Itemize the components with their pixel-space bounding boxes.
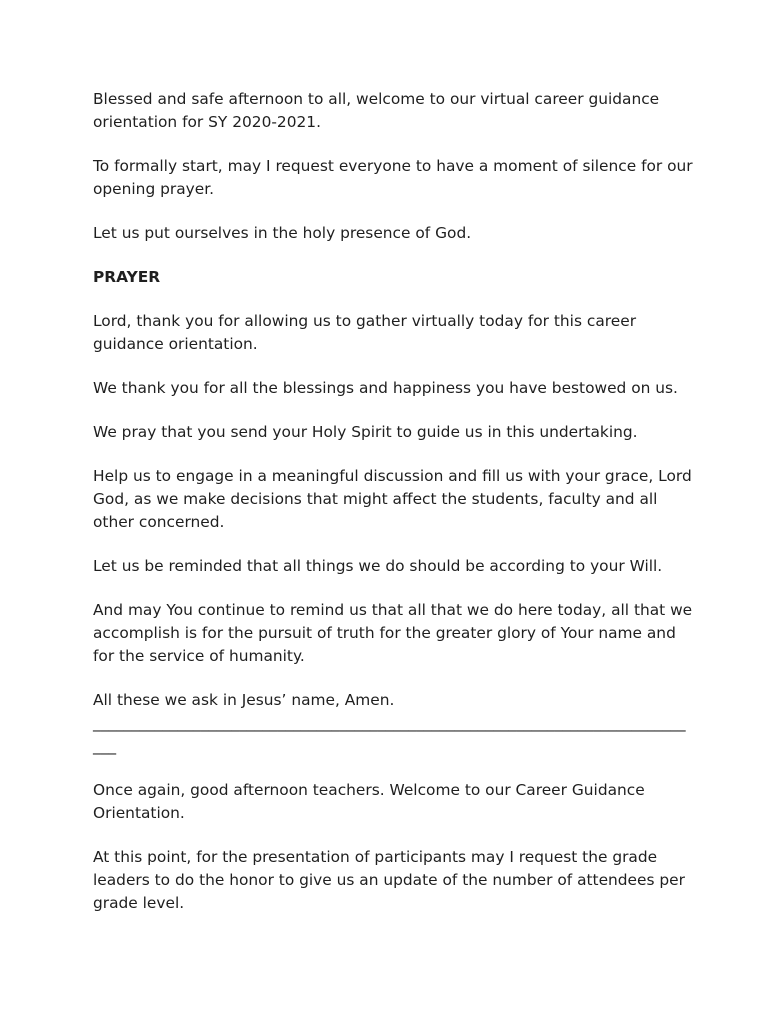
prayer-paragraph: Help us to engage in a meaningful discussion and fill us with your grace, Lord God, as we make decisions that might affect the students, faculty and all other concerned.	[93, 467, 692, 531]
prayer-paragraph: Lord, thank you for allowing us to gather virtually today for this career guidance orientation.	[93, 312, 637, 353]
prayer-paragraph: We pray that you send your Holy Spirit to guide us in this undertaking.	[93, 423, 638, 441]
presence-paragraph: Let us put ourselves in the holy presence of God.	[93, 224, 472, 242]
separator-line: ________________________________________________________________________________	[93, 714, 686, 755]
prayer-heading: PRAYER	[93, 268, 161, 286]
prayer-paragraph: We thank you for all the blessings and happiness you have bestowed on us.	[93, 379, 678, 397]
greeting-paragraph: Once again, good afternoon teachers. Welcome to our Career Guidance Orientation.	[93, 781, 645, 822]
document-page	[93, 88, 693, 936]
amen-paragraph: All these we ask in Jesus’ name, Amen.	[93, 691, 395, 709]
silence-request-paragraph: To formally start, may I request everyone to have a moment of silence for our opening prayer.	[93, 157, 693, 198]
welcome-paragraph: Blessed and safe afternoon to all, welcome to our virtual career guidance orientation for SY 2020-2021.	[93, 90, 660, 131]
prayer-paragraph: Let us be reminded that all things we do should be according to your Will.	[93, 557, 663, 575]
prayer-paragraph: And may You continue to remind us that all that we do here today, all that we accomplish is for the pursuit of truth for the greater glory of Your name and for the service of humanity.	[93, 601, 693, 665]
participants-paragraph: At this point, for the presentation of participants may I request the grade leaders to do the honor to give us an update of the number of attendees per grade level.	[93, 848, 685, 912]
